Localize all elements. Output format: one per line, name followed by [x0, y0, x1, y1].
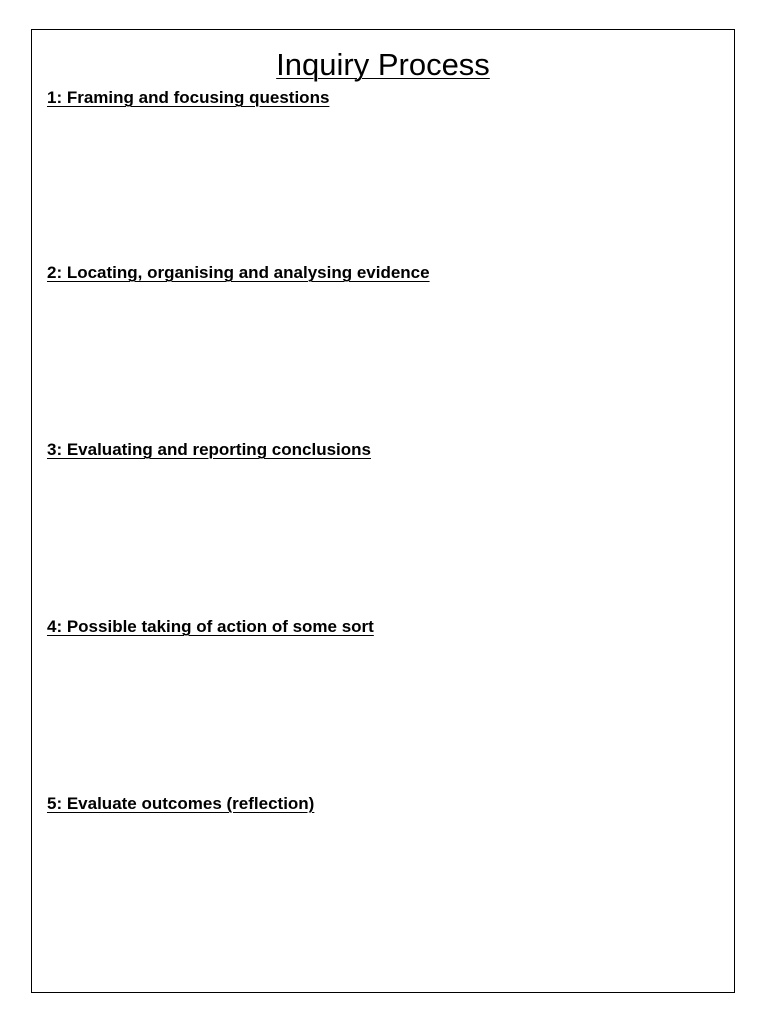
section-heading-evaluate-outcomes: 5: Evaluate outcomes (reflection)	[47, 794, 315, 813]
section-heading-evaluating-conclusions: 3: Evaluating and reporting conclusions	[47, 440, 371, 459]
section-heading-framing-questions: 1: Framing and focusing questions	[47, 88, 330, 107]
section-heading-locating-evidence: 2: Locating, organising and analysing evidence	[47, 263, 430, 282]
page-title-text: Inquiry Process	[276, 47, 490, 82]
section-heading-taking-action: 4: Possible taking of action of some sort	[47, 617, 374, 636]
worksheet-frame	[31, 29, 735, 993]
page-title	[32, 46, 734, 84]
